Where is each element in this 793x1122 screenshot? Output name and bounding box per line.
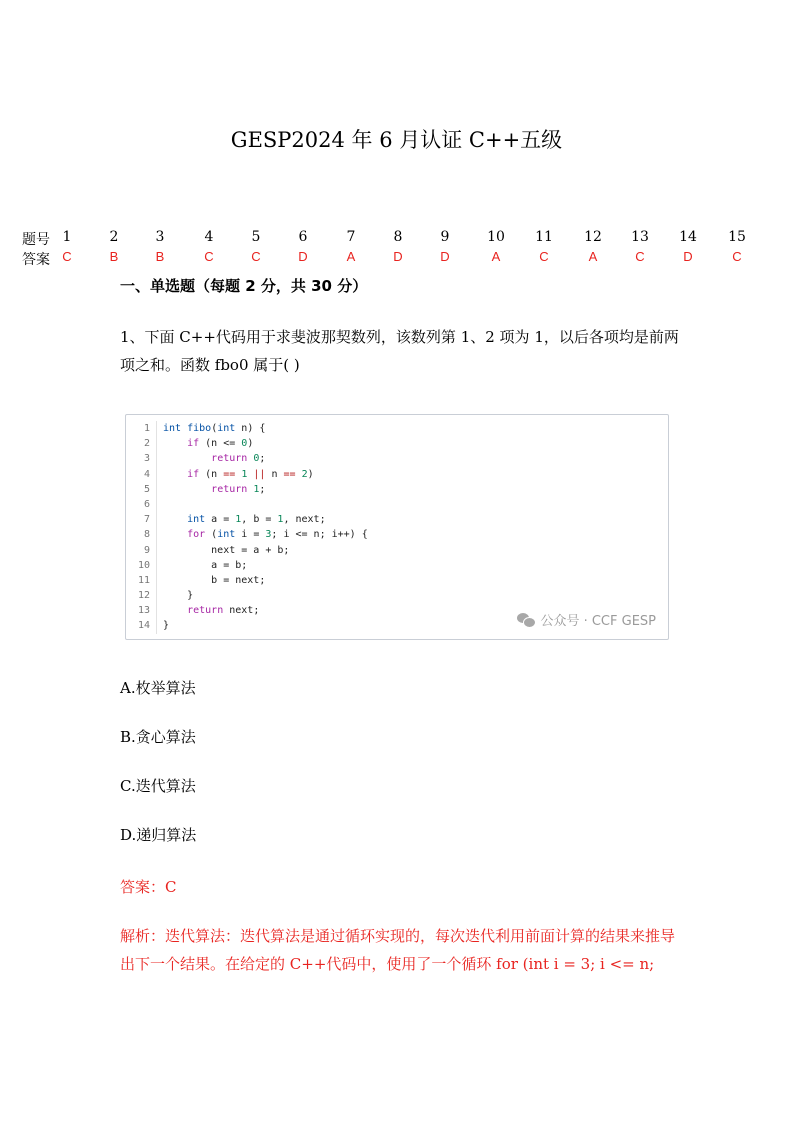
option-b: B.贪心算法 <box>120 728 196 746</box>
code-line: 7 int a = 1, b = 1, next; <box>126 512 668 527</box>
option-c: C.迭代算法 <box>120 777 196 795</box>
answer-5: C <box>251 249 261 264</box>
answer-table <box>22 229 774 269</box>
answer-10: A <box>491 249 501 264</box>
question-text: 1、下面 C++代码用于求斐波那契数列，该数列第 1、2 项为 1，以后各项均是前两项之和。函数 fbo0 属于( ) <box>120 328 679 374</box>
analysis-text: 解析：迭代算法：迭代算法是通过循环实现的，每次迭代利用前面计算的结果来推导出下一个结果。在给定的 C++代码中，使用了一个循环 for (int i = 3; i <= n; <box>120 927 676 973</box>
answer-1: C <box>62 249 72 264</box>
question-number-cells <box>62 229 774 249</box>
code-line: 2 if (n <= 0) <box>126 436 668 451</box>
answer-table-answer-row <box>22 249 774 269</box>
answer-9: D <box>440 249 450 264</box>
code-line: 14 } <box>126 618 668 633</box>
question-number-3: 3 <box>155 229 165 245</box>
code-line: 11 b = next; <box>126 573 668 588</box>
watermark <box>517 610 656 629</box>
code-line: 3 return 0; <box>126 451 668 466</box>
code-line: 6 <box>126 497 668 512</box>
code-block <box>125 414 669 640</box>
question-number-header: 题号 <box>22 232 50 248</box>
question-number-1: 1 <box>62 229 72 245</box>
answer-4: C <box>204 249 214 264</box>
code-line: 12 } <box>126 588 668 603</box>
question-number-5: 5 <box>251 229 261 245</box>
code-line: 13 return next; <box>126 603 668 618</box>
page-title: GESP2024 年 6 月认证 C++五级 <box>230 128 563 152</box>
question-number-2: 2 <box>109 229 119 245</box>
option-a: A.枚举算法 <box>120 679 196 697</box>
answer-12: A <box>588 249 598 264</box>
answer-13: C <box>635 249 645 264</box>
option-d: D.递归算法 <box>120 826 197 844</box>
watermark-text: 公众号 · CCF GESP <box>540 614 656 629</box>
answer-header: 答案 <box>22 252 50 268</box>
question-number-12: 12 <box>584 229 602 245</box>
answer-text: 答案：C <box>120 878 177 896</box>
code-line: 5 return 1; <box>126 482 668 497</box>
question-number-4: 4 <box>204 229 214 245</box>
question-number-9: 9 <box>440 229 450 245</box>
answer-2: B <box>109 249 119 264</box>
code-line: 10 a = b; <box>126 558 668 573</box>
answer-15: C <box>732 249 742 264</box>
code-line: 8 for (int i = 3; i <= n; i++) { <box>126 527 668 542</box>
answer-cells <box>62 249 774 269</box>
answer-6: D <box>298 249 308 264</box>
question-number-15: 15 <box>728 229 746 245</box>
answer-7: A <box>346 249 356 264</box>
question-number-7: 7 <box>346 229 356 245</box>
answer-table-number-row <box>22 229 774 249</box>
section-title: 一、单选题（每题 2 分，共 30 分） <box>120 277 368 295</box>
answer-11: C <box>539 249 549 264</box>
question-number-14: 14 <box>679 229 697 245</box>
question-number-10: 10 <box>487 229 505 245</box>
code-line: 1 int fibo(int n) { <box>126 421 668 436</box>
code-line: 9 next = a + b; <box>126 543 668 558</box>
answer-3: B <box>155 249 165 264</box>
question-number-6: 6 <box>298 229 308 245</box>
answer-14: D <box>683 249 693 264</box>
code-line: 4 if (n == 1 || n == 2) <box>126 467 668 482</box>
wechat-icon <box>517 613 535 627</box>
question-number-13: 13 <box>631 229 649 245</box>
question-number-11: 11 <box>535 229 553 245</box>
answer-8: D <box>393 249 403 264</box>
question-number-8: 8 <box>393 229 403 245</box>
